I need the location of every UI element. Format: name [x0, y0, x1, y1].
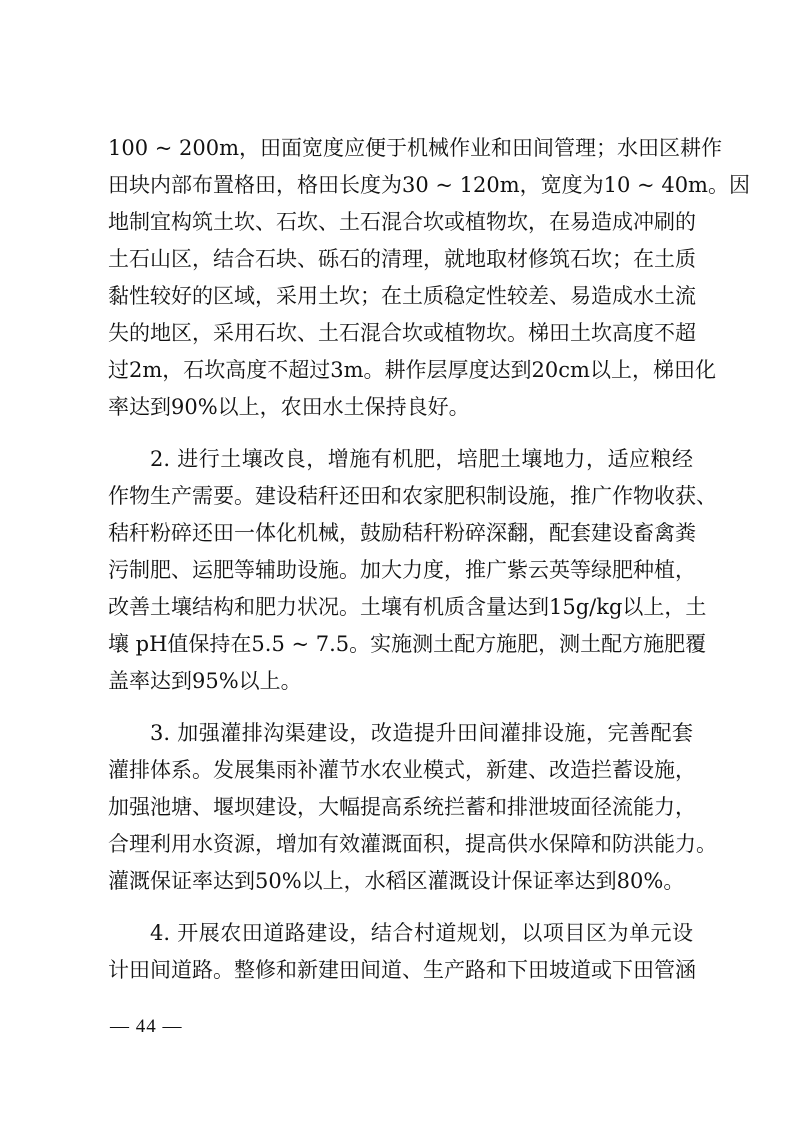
paragraph-4 — [108, 915, 696, 989]
text-line: 4. 开展农田道路建设，结合村道规划，以项目区为单元设 — [150, 921, 693, 945]
text-line: 率达到90%以上，农田水土保持良好。 — [108, 395, 470, 419]
text-line: 合理利用水资源，增加有效灌溉面积，提高供水保障和防洪能力。 — [108, 832, 717, 856]
paragraph-1 — [108, 130, 750, 426]
text-line: 壤 pH值保持在5.5 ~ 7.5。实施测土配方施肥，测土配方施肥覆 — [108, 632, 707, 656]
text-line: 加强池塘、堰坝建设，大幅提高系统拦蓄和排泄坡面径流能力， — [108, 795, 696, 819]
text-line: 计田间道路。整修和新建田间道、生产路和下田坡道或下田管涵 — [108, 958, 696, 982]
paragraph-2 — [108, 441, 717, 700]
text-line: 黏性较好的区域，采用土坎；在土质稳定性较差、易造成水土流 — [108, 284, 696, 308]
text-line: 失的地区，采用石坎、土石混合坎或植物坎。梯田土坎高度不超 — [108, 321, 696, 345]
body-text — [108, 130, 750, 989]
paragraph-3 — [108, 715, 717, 900]
page-number: — 44 — — [110, 1016, 183, 1037]
text-line: 改善土壤结构和肥力状况。土壤有机质含量达到15g/kg以上，土 — [108, 595, 707, 619]
text-line: 土石山区，结合石块、砾石的清理，就地取材修筑石坎；在土质 — [108, 247, 696, 271]
text-line: 2. 进行土壤改良，增施有机肥，培肥土壤地力，适应粮经 — [150, 447, 693, 471]
text-line: 作物生产需要。建设秸秆还田和农家肥积制设施，推广作物收获、 — [108, 484, 717, 508]
text-line: 灌排体系。发展集雨补灌节水农业模式，新建、改造拦蓄设施， — [108, 758, 696, 782]
text-line: 3. 加强灌排沟渠建设，改造提升田间灌排设施，完善配套 — [150, 721, 693, 745]
text-line: 100 ~ 200m，田面宽度应便于机械作业和田间管理；水田区耕作 — [108, 136, 723, 160]
text-line: 盖率达到95%以上。 — [108, 669, 302, 693]
text-line: 田块内部布置格田，格田长度为30 ~ 120m，宽度为10 ~ 40m。因 — [108, 173, 750, 197]
text-line: 灌溉保证率达到50%以上，水稻区灌溉设计保证率达到80%。 — [108, 869, 685, 893]
text-line: 污制肥、运肥等辅助设施。加大力度，推广紫云英等绿肥种植， — [108, 558, 696, 582]
text-line: 地制宜构筑土坎、石坎、土石混合坎或植物坎，在易造成冲刷的 — [108, 210, 696, 234]
text-line: 过2m，石坎高度不超过3m。耕作层厚度达到20cm以上，梯田化 — [108, 358, 716, 382]
text-line: 秸秆粉碎还田一体化机械，鼓励秸秆粉碎深翻，配套建设畜禽粪 — [108, 521, 696, 545]
